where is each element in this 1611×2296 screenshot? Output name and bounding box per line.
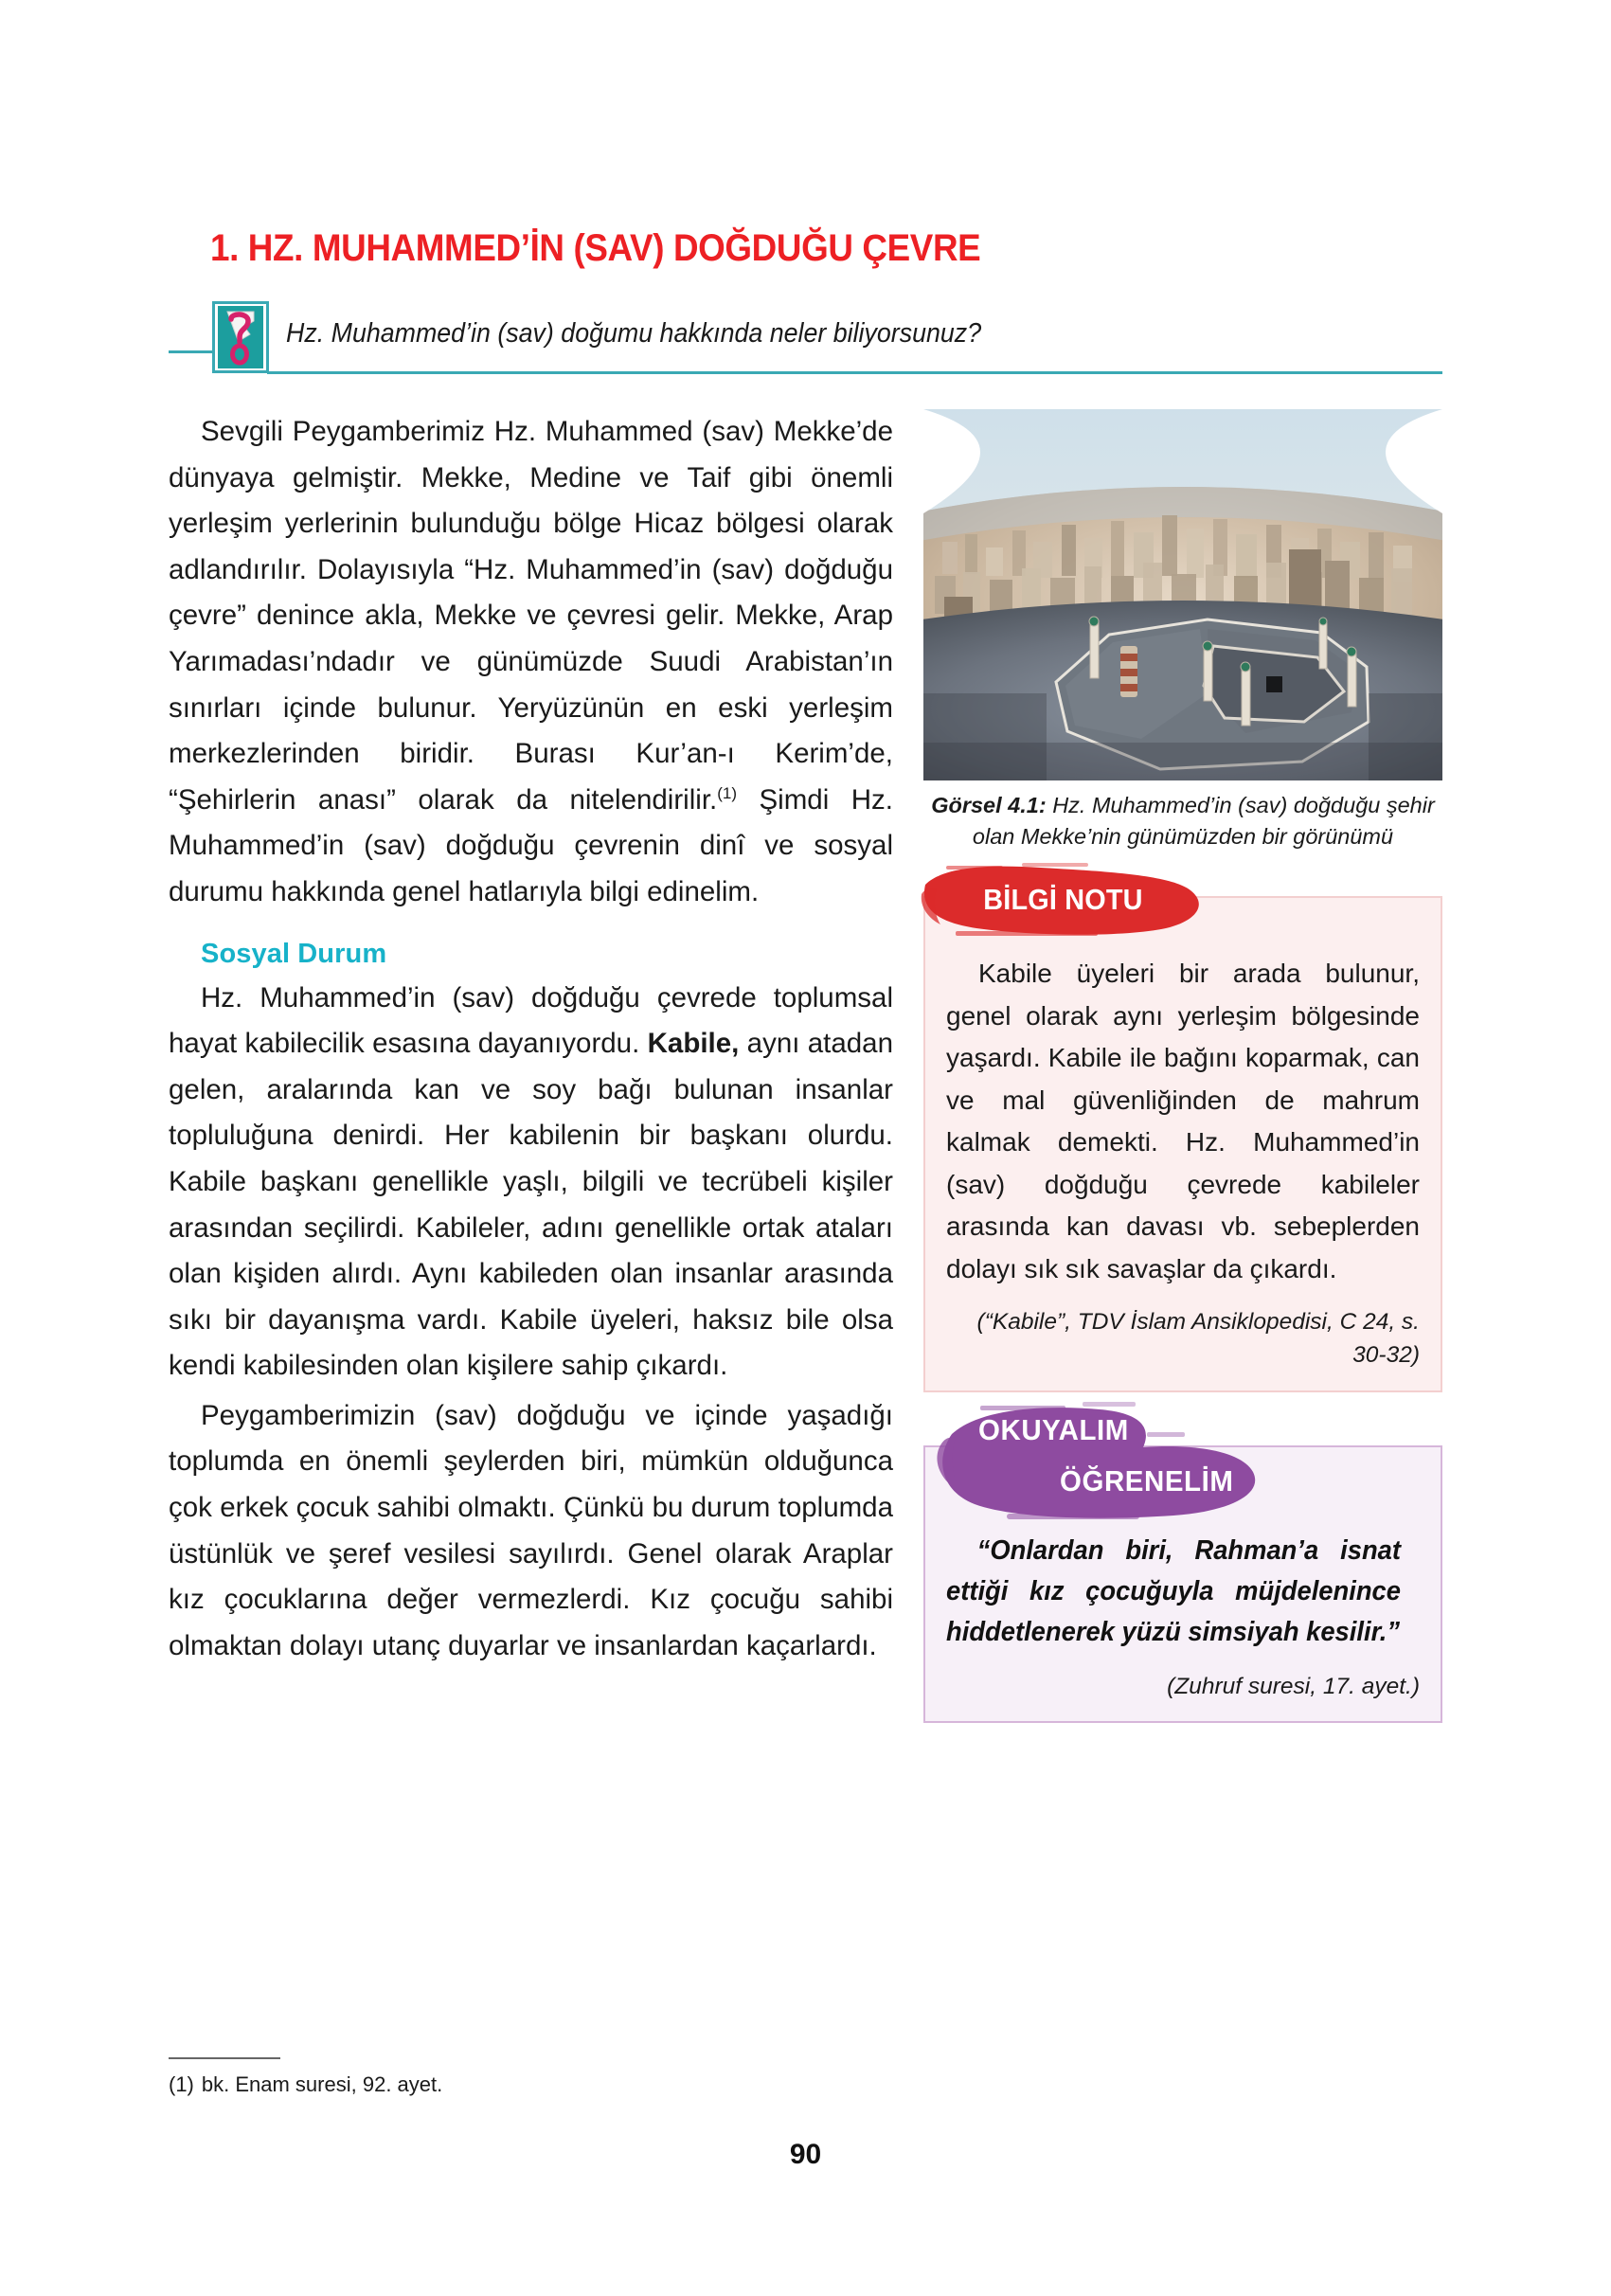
info-note-source: (“Kabile”, TDV İslam Ansiklopedisi, C 24, s. 30-32) [976,1309,1420,1368]
read-learn-box [923,1413,1442,1723]
page-title: 1. HZ. MUHAMMED’İN (SAV) DOĞDUĞU ÇEVRE [210,227,981,269]
main-text-column [169,409,893,1673]
info-note-badge-label: BİLGİ NOTU [983,883,1143,916]
paragraph-2-part-b: aynı atadan gelen, aralarında kan ve soy bağı bulunan insanlar topluluğuna denirdi. Her kabilenin bir başkanı olurdu. Kabile başkanı genellikle yaşlı, bilgili ve tecrübeli kişiler arasından seçilirdi. Kabileler, adını genellikle ortak ataları olan kişiden alırdı. Aynı kabileden olan insanlar arasında sıkı bir dayanışma vardı. Kabile üyeleri, haksız bile olsa kendi kabilesinden olan kişilere sahip çıkardı. [169,1028,893,1382]
figure-label: Görsel 4.1: [931,793,1047,817]
paragraph-1 [169,409,893,916]
question-book-icon [218,306,263,368]
sidebar-column [923,409,1442,1723]
subheading-sosyal-durum: Sosyal Durum [201,938,387,969]
page-number: 90 [789,2139,822,2170]
figure-image [923,409,1442,780]
question-prompt [169,301,1442,375]
info-note-text: Kabile üyeleri bir arada bulunur, genel olarak aynı yerleşim bölgesinde yaşardı. Kabile ile bağını koparmak, can ve mal güvenliğinden de mahrum kalmak demekti. Hz. Muhammed’in (sav) doğduğu çevrede kabileler arasında kan davası vb. sebeplerden dolayı sık sık savaşlar da çıkardı. [946,959,1420,1283]
paragraph-1-text: Sevgili Peygamberimiz Hz. Muhammed (sav) Mekke’de dünyaya gelmiştir. Mekke, Medine ve Taif gibi önemli yerleşim yerlerinin bulunduğu bölge Hicaz bölgesi olarak adlandırılır. Dolayısıyla “Hz. Muhammed’in (sav) doğduğu çevre” denince akla, Mekke ve çevresi gelir. Mekke, Arap Yarımadası’ndadır ve günümüzde Suudi Arabistan’ın sınırları içinde bulunur. Yeryüzünün en eski yerleşim merkezlerinden biridir. Burası Kur’an-ı Kerim’de, “Şehirlerin anası” olarak da nitelendirilir. [169,416,893,816]
term-kabile: Kabile, [647,1028,740,1060]
paragraph-1-continued: Şimdi Hz. Muhammed’in (sav) doğduğu çevrenin dinî ve sosyal durumu hakkında genel hatlarıyla bilgi edinelim. [169,783,893,907]
read-learn-source: (Zuhruf suresi, 17. ayet.) [1167,1674,1420,1699]
paragraph-2-part-a: Hz. Muhammed’in (sav) doğduğu çevrede toplumsal hayat kabilecilik esasına dayanıyordu. [169,981,893,1060]
footnote-text: bk. Enam suresi, 92. ayet. [201,2072,443,2096]
purple-brush-stroke-icon [920,1389,1291,1527]
read-learn-quote: “Onlardan biri, Rahman’a isnat ettiği kız çocuğuyla müjdelenince hiddetlenerek yüzü simsiyah kesilir.” [946,1535,1401,1647]
paragraph-2 [169,976,893,1390]
info-note-box [923,883,1442,1392]
read-learn-badge-line1: OKUYALIM [978,1413,1129,1446]
footnote-number: (1) [169,2072,194,2096]
read-learn-badge-line2: ÖĞRENELİM [1060,1464,1234,1498]
paragraph-3: Peygamberimizin (sav) doğduğu ve içinde yaşadığı toplumda en önemli şeylerden biri, mümkün olduğunca çok erkek çocuk sahibi olmaktı. Çünkü bu durum toplumda üstünlük ve şeref vesilesi sayılırdı. Genel olarak Araplar kız çocuklarına değer vermezlerdi. Kız çocuğu sahibi olmaktan dolayı utanç duyarlar ve insanlardan kaçarlardı. [169,1399,893,1661]
mecca-aerial-photo [923,409,1442,780]
question-text: Hz. Muhammed’in (sav) doğumu hakkında neler biliyorsunuz? [286,318,982,349]
footnote-marker: (1) [717,783,738,802]
strip-underline [267,371,1442,374]
info-note-badge [918,860,1221,940]
strip-left-rule [169,350,214,353]
read-learn-badge [920,1389,1291,1527]
footnote-rule [169,2057,280,2059]
figure-caption-text: Hz. Muhammed’in (sav) doğduğu şehir olan Mekke’nin günümüzden bir görünümü [972,793,1435,849]
figure-caption [923,790,1442,852]
footnote [169,2072,442,2097]
